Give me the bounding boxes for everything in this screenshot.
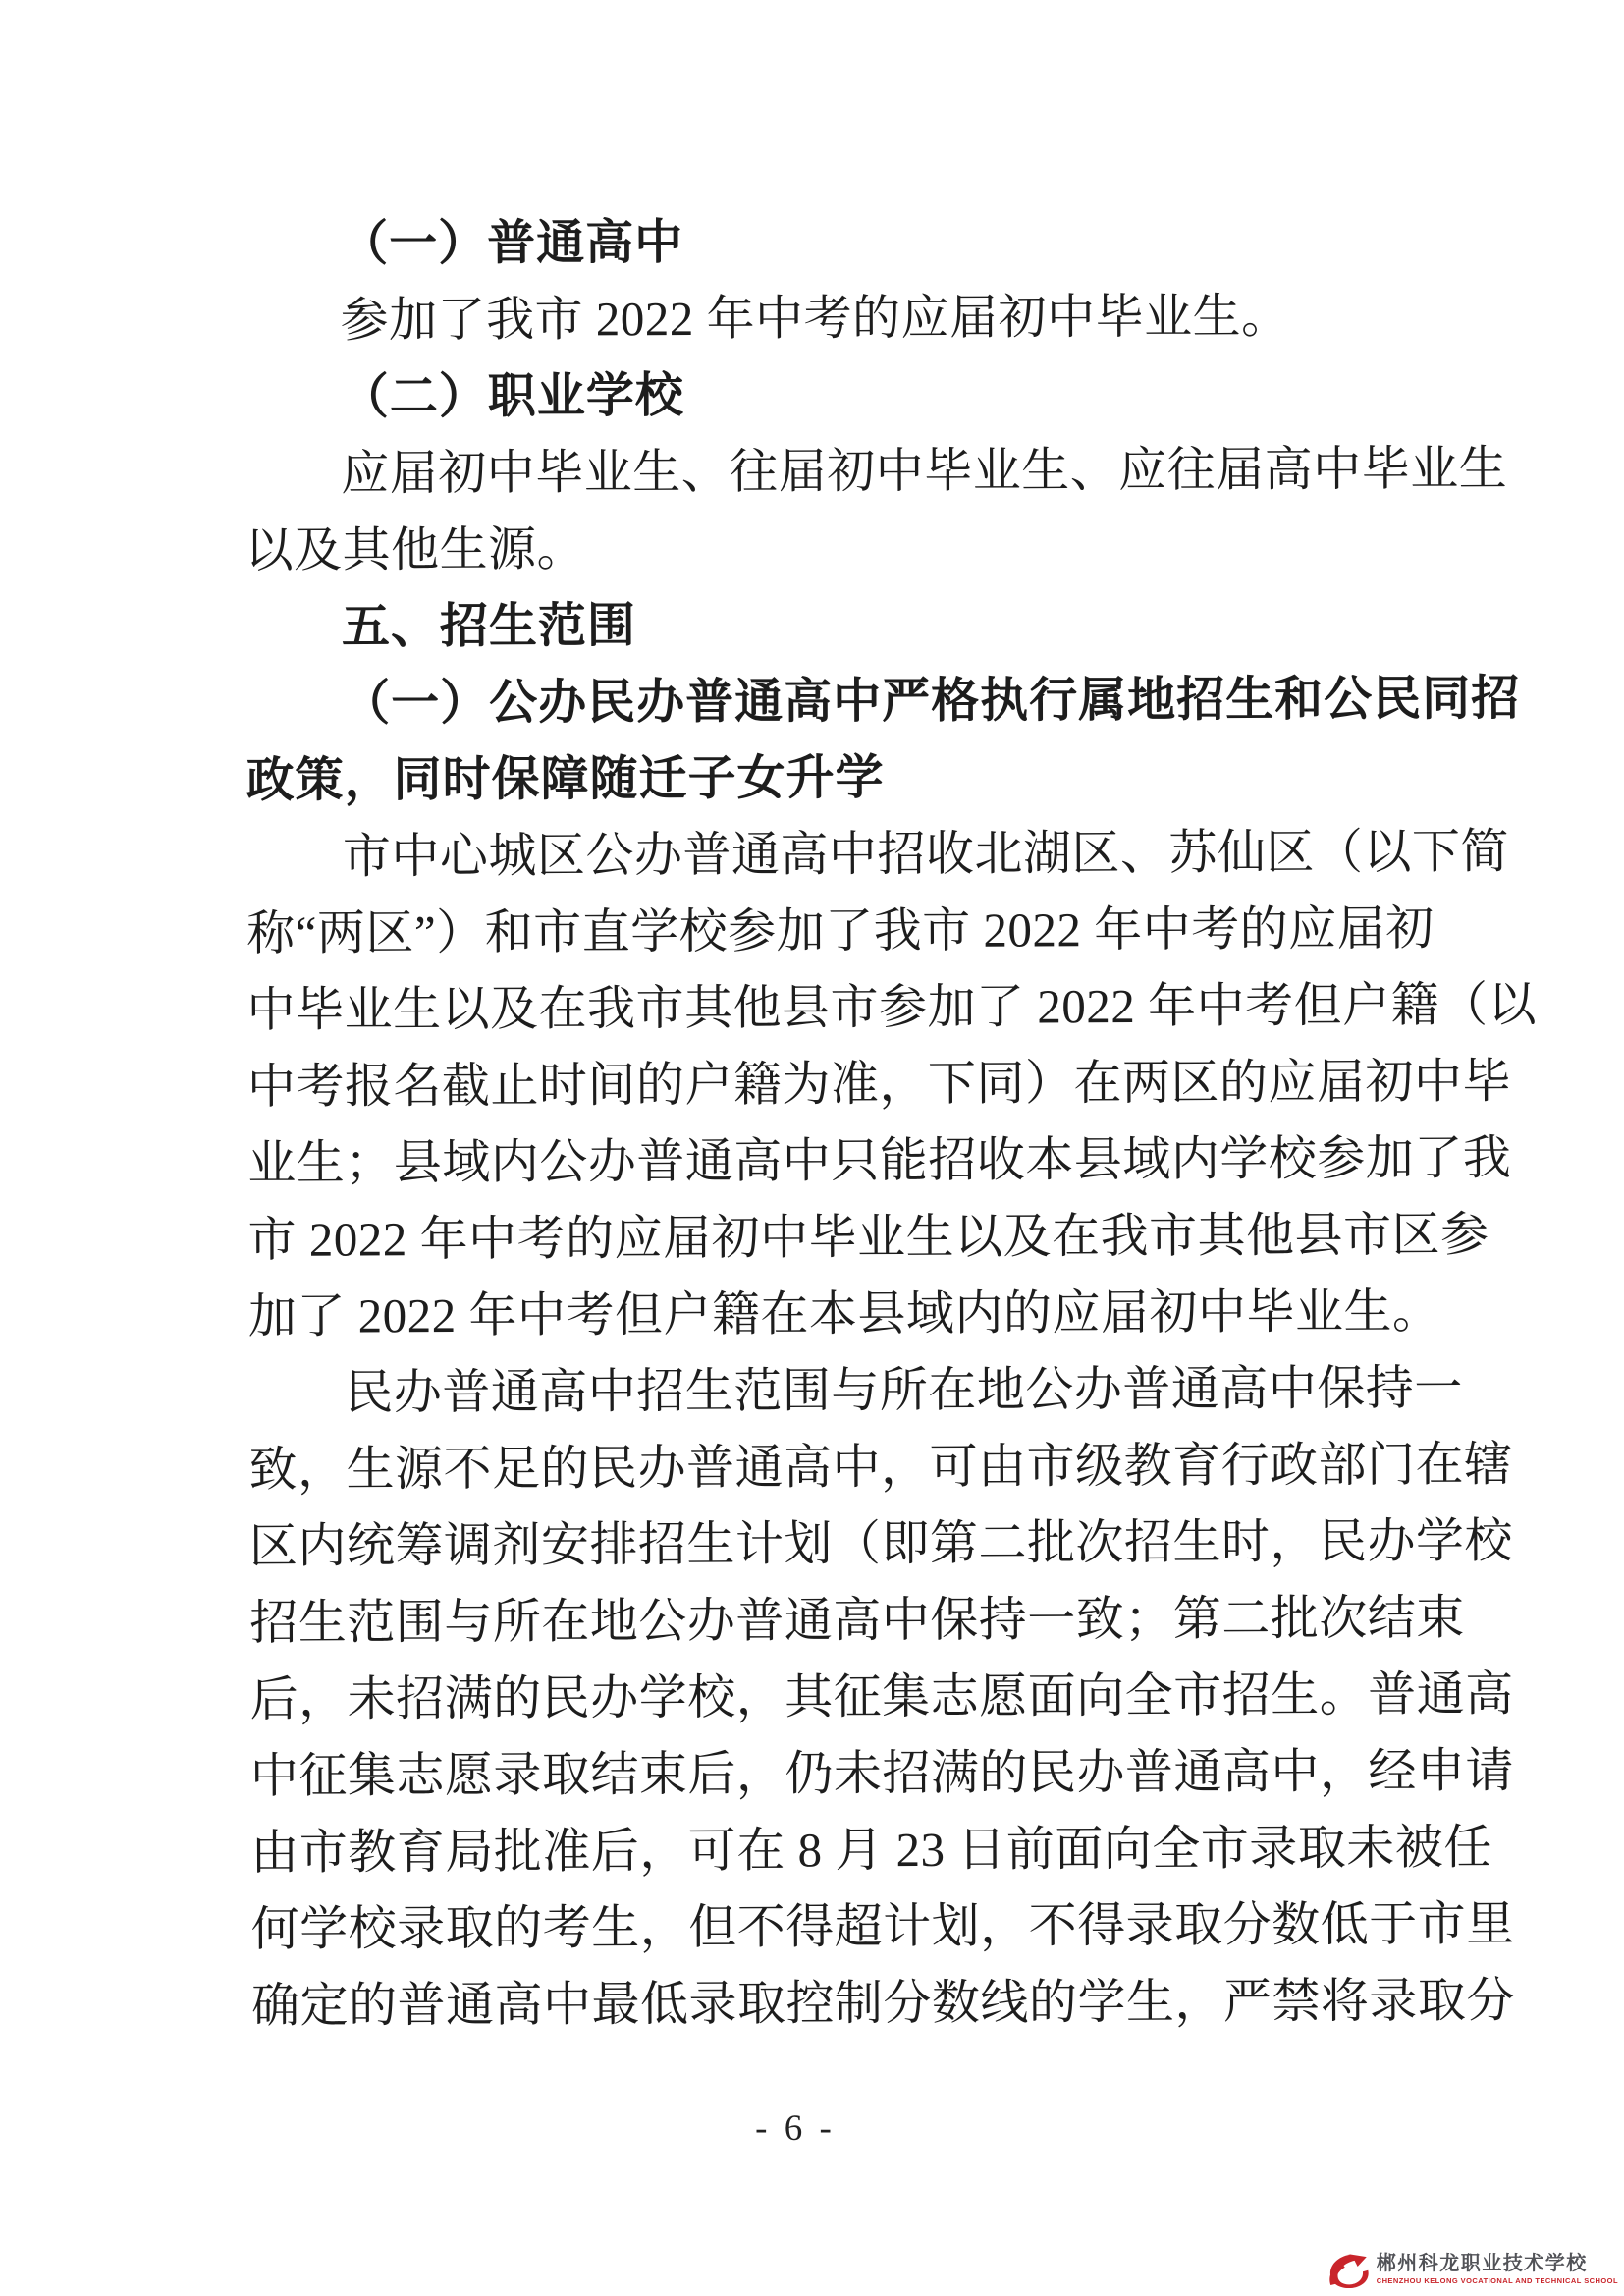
- text-line: [244, 278, 1441, 359]
- text-line-content: 以及其他生源。: [244, 521, 586, 577]
- school-logo: [1325, 2251, 1618, 2288]
- text-line-content: 业生；县域内公办普通高中只能招收本县域内学校参加了我: [247, 1130, 1512, 1190]
- text-line-content: 区内统筹调剂安排招生计划（即第二批次招生时，民办学校: [248, 1513, 1514, 1573]
- school-name-english: CHENZHOU KELONG VOCATIONAL AND TECHNICAL SCHOOL: [1376, 2276, 1618, 2286]
- text-line-content: 中考报名截止时间的户籍为准，下同）在两区的应届初中毕: [246, 1054, 1512, 1114]
- text-line: [247, 1197, 1489, 1279]
- text-line: [245, 584, 1443, 666]
- school-logo-text: [1377, 2254, 1618, 2285]
- text-line-content: 市中心城区公办普通高中招收北湖区、苏仙区（以下简: [342, 824, 1510, 884]
- text-line-content: （二）职业学校: [340, 369, 684, 424]
- text-line: [245, 738, 1443, 819]
- text-line-content: 中征集志愿录取结束后，仍未招满的民办普通高中，经申请: [249, 1743, 1515, 1803]
- text-line: [245, 661, 1521, 742]
- text-line: [249, 1733, 1515, 1815]
- text-line-content: （一）普通高中: [340, 216, 684, 271]
- text-line: [246, 1044, 1512, 1125]
- text-line: [248, 1427, 1513, 1508]
- text-line-content: 何学校录取的考生，但不得超计划，不得录取分数低于市里: [250, 1896, 1515, 1956]
- text-line: [250, 1886, 1515, 1968]
- text-line: [249, 1657, 1514, 1738]
- text-line: [246, 814, 1510, 896]
- text-line: [250, 1963, 1516, 2045]
- text-line: [248, 1274, 1446, 1355]
- text-line: [244, 431, 1508, 513]
- text-line: [244, 201, 1441, 283]
- text-line: [250, 1810, 1492, 1891]
- text-line: [247, 1121, 1512, 1202]
- text-line-content: 政策，同时保障随迁子女升学: [245, 750, 885, 807]
- text-line: [246, 891, 1444, 972]
- text-line: [244, 355, 1442, 436]
- text-line: [246, 967, 1538, 1049]
- school-name-chinese: 郴州科龙职业技术学校: [1376, 2253, 1588, 2275]
- text-line-content: 中毕业生以及在我市其他县市参加了 2022 年中考但户籍（以: [246, 977, 1538, 1037]
- text-line-content: 加了 2022 年中考但户籍在本县域内的应届初中毕业生。: [247, 1284, 1441, 1343]
- text-line-content: 五、招生范围: [341, 599, 637, 654]
- text-line-content: 确定的普通高中最低录取控制分数线的学生，严禁将录取分: [250, 1973, 1516, 2033]
- page-number: - 6 -: [755, 2108, 836, 2149]
- text-line-content: 民办普通高中招生范围与所在地公办普通高中保持一: [345, 1360, 1463, 1420]
- text-line: [249, 1580, 1465, 1662]
- text-line: [248, 1503, 1514, 1585]
- school-logo-swirl-icon: [1325, 2251, 1370, 2288]
- text-line-content: 参加了我市 2022 年中考的应届初中毕业生。: [340, 289, 1290, 348]
- text-line-content: 市 2022 年中考的应届初中毕业生以及在我市其他县市区参: [247, 1207, 1489, 1267]
- text-line-content: 称“两区”）和市直学校参加了我市 2022 年中考的应届初: [246, 901, 1435, 960]
- text-line-content: 后，未招满的民办学校，其征集志愿面向全市招生。普通高: [249, 1667, 1514, 1726]
- text-line-content: 招生范围与所在地公办普通高中保持一致；第二批次结束: [249, 1590, 1465, 1650]
- text-line: [248, 1350, 1463, 1432]
- text-line-content: 致，生源不足的民办普通高中，可由市级教育行政部门在辖: [248, 1437, 1513, 1497]
- text-line-content: （一）公办民办普通高中严格执行属地招生和公民同招: [342, 671, 1521, 731]
- document-body: [244, 201, 1538, 2045]
- text-line: [244, 508, 1442, 589]
- text-line-content: 应届初中毕业生、往届初中毕业生、应往届高中毕业生: [341, 441, 1508, 501]
- text-line-content: 由市教育局批准后，可在 8 月 23 日前面向全市录取未被任: [250, 1820, 1492, 1880]
